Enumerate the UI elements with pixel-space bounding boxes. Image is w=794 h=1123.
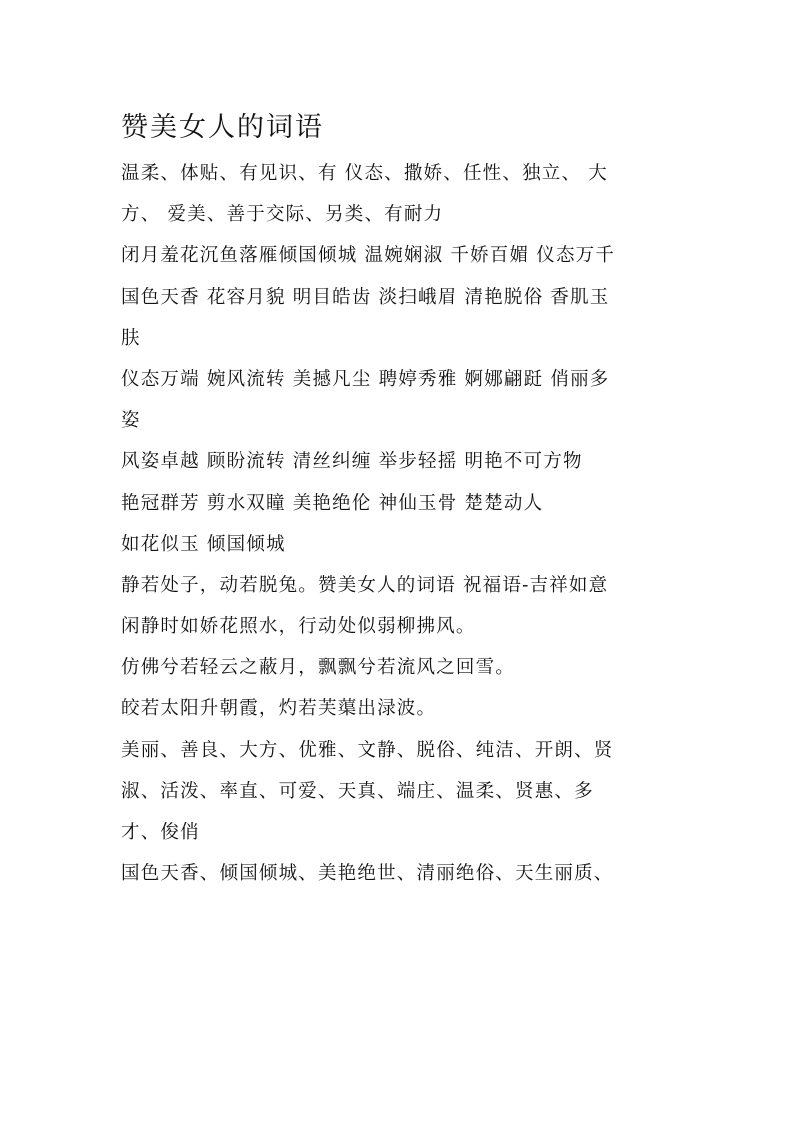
text-line: 仿佛兮若轻云之蔽月，飘飘兮若流风之回雪。 (121, 657, 516, 679)
text-line: 闭月羞花沉鱼落雁倾国倾城 温婉娴淑 千娇百媚 仪态万千 (121, 245, 616, 267)
document-page (121, 110, 661, 894)
text-line: 温柔、体贴、有见识、有 仪态、撒娇、任性、独立、 大 (121, 163, 608, 184)
text-line: 姿 (121, 410, 141, 432)
text-line: 皎若太阳升朝霞，灼若芙蕖出渌波。 (121, 698, 437, 720)
body-text (121, 153, 661, 894)
document-title: 赞美女人的词语 (121, 112, 324, 143)
text-line: 肤 (121, 327, 141, 349)
text-line: 仪态万端 婉风流转 美撼凡尘 聘婷秀雅 婀娜翩跹 俏丽多 (121, 368, 610, 390)
text-line: 淑、活泼、率直、可爱、天真、端庄、温柔、贤惠、多 (121, 780, 594, 802)
text-line: 如花似玉 倾国倾城 (121, 533, 286, 555)
text-line: 静若处子，动若脱兔。赞美女人的词语 祝福语-吉祥如意 (121, 574, 609, 596)
text-line: 艳冠群芳 剪水双瞳 美艳绝伦 神仙玉骨 楚楚动人 (121, 492, 544, 514)
text-line: 美丽、善良、大方、优雅、文静、脱俗、纯洁、开朗、贤 (121, 739, 614, 761)
text-line: 国色天香 花容月貌 明目皓齿 淡扫峨眉 清艳脱俗 香肌玉 (121, 286, 610, 308)
text-line: 闲静时如娇花照水，行动处似弱柳拂风。 (121, 616, 476, 638)
text-line: 方、 爱美、善于交际、另类、有耐力 (121, 204, 444, 226)
text-line: 国色天香、倾国倾城、美艳绝世、清丽绝俗、天生丽质、 (121, 863, 614, 885)
text-line: 风姿卓越 顾盼流转 清丝纠缠 举步轻摇 明艳不可方物 (121, 451, 583, 473)
text-line: 才、俊俏 (121, 822, 200, 843)
